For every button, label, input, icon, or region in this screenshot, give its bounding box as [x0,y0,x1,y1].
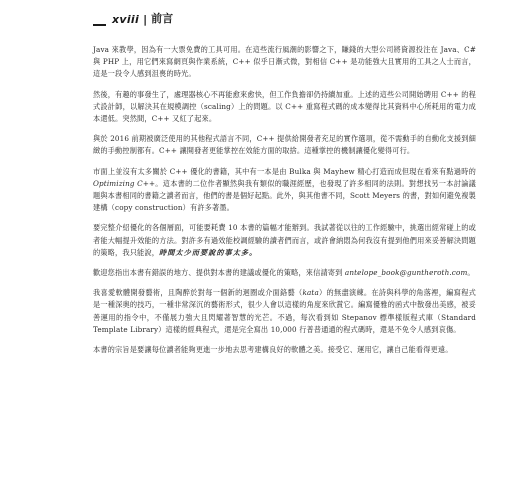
section-title: 前言 [151,12,174,25]
body-text [93,44,476,364]
running-header [93,10,173,26]
paragraph [93,287,476,336]
paragraph-text: 本書的宗旨是要讓每位讀者能夠更進一步地去思考建構良好的軟體之美。接受它、運用它，讓自己能看得更遠。 [93,345,453,355]
paragraph [93,166,476,215]
paragraph [93,344,476,356]
emphasis-text: Optimizing C++ [93,178,156,188]
paragraph-text: 。這本書的二位作者顯然與我有類似的職涯經歷，也發現了許多相同的法則。對想找另一本討論議題與本書相同的書籍之讀者而言，他們的書是個好起點。此外，與其他書不同，Scott Meyers 的書，對如何避免複製建構（copy construction）有許多著墨。 [93,178,476,213]
paragraph-text: ）的無盡演練。在詩與科學的角落裡，編寫程式是一種深奧的技巧，一種非常深沉的藝術形式，很少人會以這樣的角度來欣賞它。編寫優雅的函式中散發出美感，被妥善運用的指令中，不僅展力強大且閃耀著智慧的光芒。不過，每次看到如 Stepanov 標準樣版程式庫（Standard Template Library）這樣的經典程式，還是完全寫出 10,000 行普普通通的程式碼時，還是不免令人感到哀傷。 [93,288,477,334]
paragraph-text: 市面上並沒有太多關於 C++ 優化的書籍，其中有一本是由 Bulka 與 Mayhew 精心打造而成但現在看來有點過時的 [93,166,476,176]
paragraph [93,44,476,81]
emphasis-text: kata [302,288,319,298]
paragraph-text: 。 [467,268,475,278]
emphasis-text: antelope_book@guntheroth.com [344,268,468,278]
paragraph [93,222,476,259]
handwritten-note: 時間太少而要說的事太多。 [159,247,258,257]
paragraph [93,133,476,157]
header-separator: | [143,13,148,26]
paragraph-text: 我喜愛軟體開發藝術，且陶醉於對每一個新的迴圈或介面鉻藝（ [93,288,303,298]
paragraph-text: 要完整介紹優化的各個層面，可能要耗費 10 本書的篇幅才能辦到。我試著從以往的工作經驗中，挑選出經常碰上的或者能大幅提升效能的方法。對許多有過效能校調經驗的讀者們而言，或許會納悶為何我沒有提到他們用來妥善解決問題的策略，我只能說， [93,223,476,257]
paragraph [93,267,476,279]
paragraph-text: 然後，有趣的事發生了，處理器核心不再能愈來愈快，但工作負擔卻仍持續加重。上述的這些公司開始聘用 C++ 的程式設計師，以解決其在規模調控（scaling）上的問題。以 C++ 重寫程式碼的成本變得比其資料中心所耗用的電力成本還低。突然間，C++ 又紅了起來。 [93,89,476,124]
paragraph-text: 歡迎您指出本書有錯誤的地方、提供對本書的建議或優化的策略，來信請寄到 [93,268,345,278]
page-number: xviii [112,13,140,26]
paragraph-text: Java 來教學，因為有一大票免費的工具可用。在這些流行風潮的影響之下，賺錢的大型公司將資源投注在 Java、C# 與 PHP 上，用它們來寫網頁與作業系統，C++ 似乎日漸式微，對相信 C++ 是功能強大且實用的工具之人士而言，這是一段令人感到沮喪的時光。 [93,45,476,79]
header-rule [93,15,106,26]
paragraph-text: 與於 2016 前期被廣泛使用的其他程式語言不同，C++ 提供給開發者充足的實作選項，從不需動手的自動化支援到細緻的手動控制都有。C++ 讓開發者更能掌控在效能方面的取捨。這種掌控的機制讓優化變得可行。 [93,134,476,156]
paragraph [93,89,476,126]
